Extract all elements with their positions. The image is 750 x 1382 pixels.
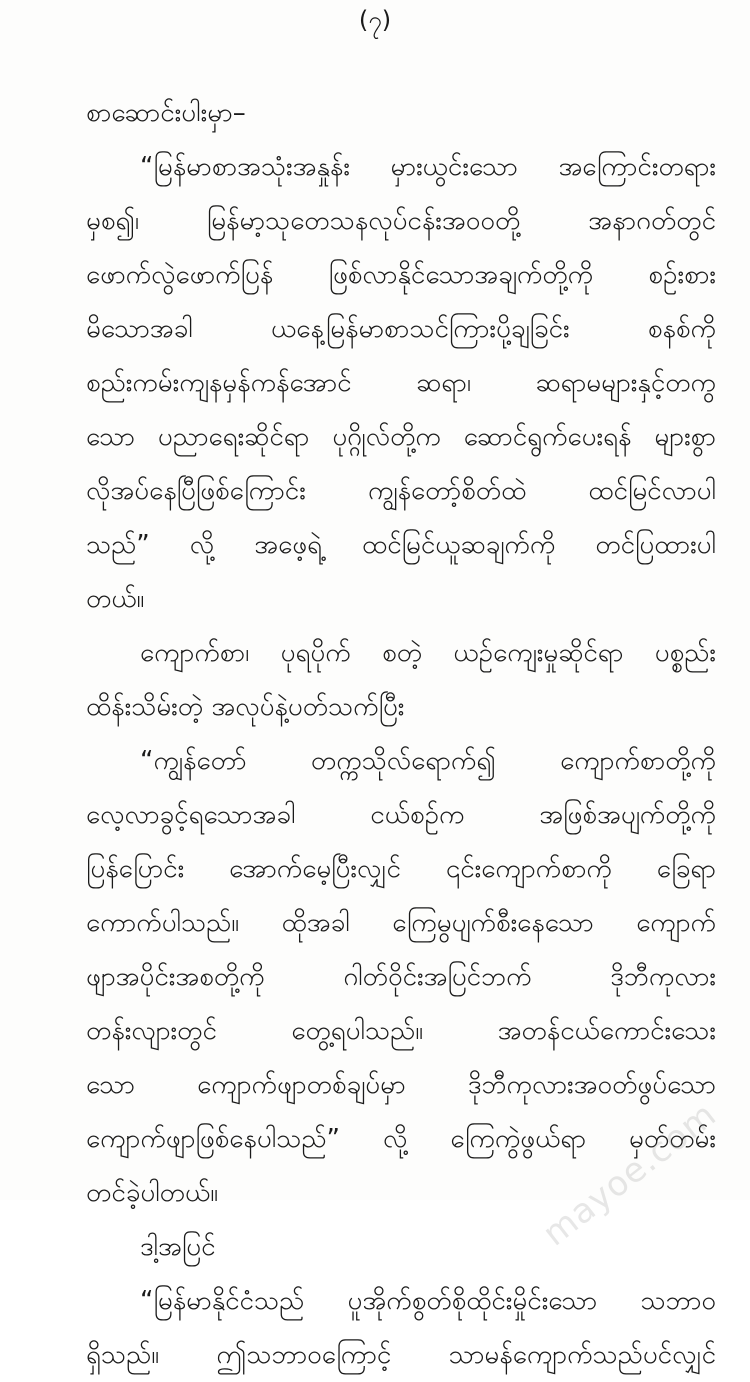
text-line: ဖျာအပိုင်းအစတို့ကို ဂါတ်ဝိုင်းအပြင်ဘက် ဒိုဘီကုလား xyxy=(86,962,716,992)
text-line: ကျောက်ဖျာဖြစ်နေပါသည်” လို့ ကြေကွဲဖွယ်ရာ မှတ်တမ်း xyxy=(86,1124,716,1154)
text-line: လိုအပ်နေပြီဖြစ်ကြောင်း ကျွန်တော့်စိတ်ထဲ ထင်မြင်လာပါ xyxy=(86,476,716,506)
text-line: ဖောက်လွဲဖောက်ပြန် ဖြစ်လာနိုင်သောအချက်တို့ကို စဉ်းစား xyxy=(86,260,716,290)
text-line: ရှိသည်။ ဤသဘာဝကြောင့် သာမန်ကျောက်သည်ပင်လျှင် xyxy=(86,1340,716,1370)
text-line: “ကျွန်တော် တက္ကသိုလ်ရောက်၍ ကျောက်စာတို့ကို xyxy=(140,746,716,776)
text-line: တင်ခဲ့ပါတယ်။ xyxy=(86,1178,219,1208)
text-line: သည်” လို့ အဖေ့ရဲ့ ထင်မြင်ယူဆချက်ကို တင်ပြထားပါ xyxy=(86,530,716,560)
text-line: စည်းကမ်းကျနမှန်ကန်အောင် ဆရာ၊ ဆရာမများနှင့်တကွ xyxy=(86,368,716,398)
page-number: (၇) xyxy=(358,6,392,34)
text-line: တယ်။ xyxy=(86,584,145,614)
text-line: သော ပညာရေးဆိုင်ရာ ပုဂ္ဂိုလ်တို့က ဆောင်ရွက်ပေးရန် များစွာ xyxy=(86,422,716,452)
watermark: mayoe.com xyxy=(535,1094,724,1255)
text-line: စာဆောင်းပါးမှာ– xyxy=(86,98,246,128)
text-line: ထိန်းသိမ်းတဲ့ အလုပ်နဲ့ပတ်သက်ပြီး xyxy=(86,692,405,722)
text-line: လေ့လာခွင့်ရသောအခါ ငယ်စဉ်က အဖြစ်အပျက်တို့ကို xyxy=(86,800,716,830)
text-line: “မြန်မာနိုင်ငံသည် ပူအိုက်စွတ်စိုထိုင်းမှိုင်းသော သဘာဝ xyxy=(140,1286,716,1316)
text-line: “မြန်မာစာအသုံးအနှုန်း မှားယွင်းသော အကြောင်းတရား xyxy=(140,152,716,182)
text-line: ဒါ့အပြင် xyxy=(140,1232,216,1262)
text-line: မိသောအခါ ယနေ့မြန်မာစာသင်ကြားပို့ချခြင်း စနစ်ကို xyxy=(86,314,716,344)
text-line: ကောက်ပါသည်။ ထိုအခါ ကြေမွပျက်စီးနေသော ကျောက် xyxy=(86,908,716,938)
text-line: သော ကျောက်ဖျာတစ်ချပ်မှာ ဒိုဘီကုလားအဝတ်ဖွပ်သော xyxy=(86,1070,716,1100)
text-line: မှစ၍၊ မြန်မာ့သုတေသနလုပ်ငန်းအဝဝတို့ အနာဂတ်တွင် xyxy=(86,206,716,236)
text-line: ကျောက်စာ၊ ပုရပိုက် စတဲ့ ယဉ်ကျေးမှုဆိုင်ရာ ပစ္စည်း xyxy=(140,638,716,668)
text-line: တန်းလျားတွင် တွေ့ရပါသည်။ အတန်ငယ်ကောင်းသေး xyxy=(86,1016,716,1046)
text-line: ပြန်ပြောင်း အောက်မေ့ပြီးလျှင် ၎င်းကျောက်စာကို ခြေရာ xyxy=(86,854,716,884)
